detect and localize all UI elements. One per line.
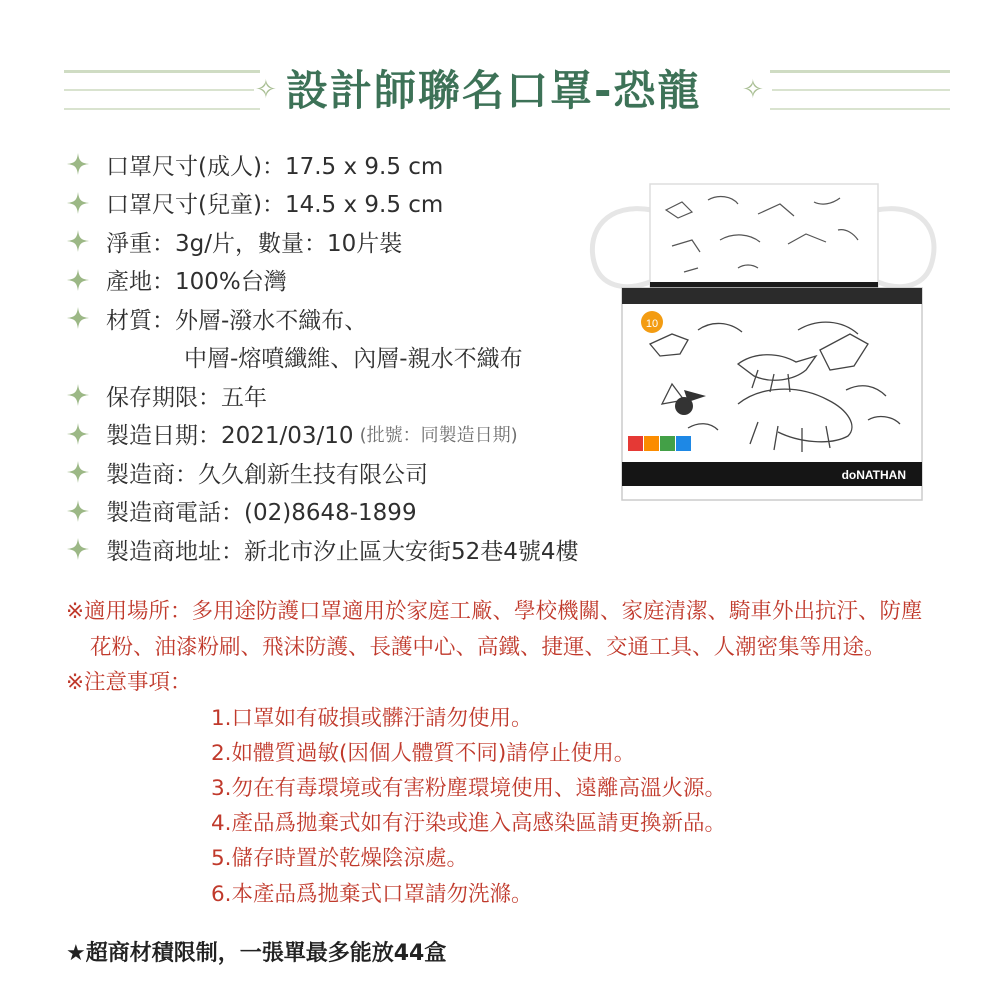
spec-text: 製造商地址：新北市汐止區大安街52巷4號4樓 [106,538,579,565]
sparkle-icon [66,268,90,292]
mask-illustration [588,170,940,515]
caution-title: ※注意事項： [66,670,192,695]
sparkle-icon [66,499,90,523]
sparkle-icon [66,306,90,330]
sparkle-icon [66,229,90,253]
sparkle-icon [66,537,90,561]
caution-item: 3.勿在有毒環境或有害粉塵環境使用、遠離高溫火源。 [211,775,727,801]
sparkle-icon [66,152,90,176]
spec-text: 產地：100%台灣 [106,269,287,296]
page-title: 設計師聯名口罩-恐龍 [286,66,702,115]
caution-list [66,701,936,912]
spec-item [66,530,686,569]
sparkle-icon: ✧ [255,75,277,105]
header-line-right-bottom [770,108,950,110]
shipping-limit-note: ★超商材積限制，一張單最多能放44盒 [66,941,447,966]
spec-text: 口罩尺寸(成人)：17.5 x 9.5 cm [106,153,444,180]
caution-item: 2.如體質過敏(因個人體質不同)請停止使用。 [211,740,636,766]
spec-text: 材質：外層-潑水不織布、 [106,307,368,334]
spec-text: 保存期限：五年 [106,384,267,411]
spec-text: 淨重：3g/片，數量：10片裝 [106,230,403,257]
caution-item: 5.儲存時置於乾燥陰涼處。 [211,846,469,872]
header-line-right-top [770,70,950,73]
sparkle-icon [66,422,90,446]
caution-item: 6.本產品爲拋棄式口罩請勿洗滌。 [211,881,533,907]
header-line-right-mid [772,89,950,91]
brand-label: doNATHAN [841,468,906,482]
spec-text: 中層-熔噴纖維、內層-親水不織布 [184,346,523,373]
usage-note: ※適用場所：多用途防護口罩適用於家庭工廠、學校機關、家庭清潔、騎車外出抗汙、防塵花粉、油漆粉刷、飛沫防護、長護中心、高鐵、捷運、交通工具、人潮密集等用途。 [66,599,923,660]
sparkle-icon [66,383,90,407]
header-line-left-mid [64,89,254,91]
badge-count: 10 [645,318,659,330]
sparkle-icon [66,191,90,215]
sparkle-icon [66,460,90,484]
spec-text: 製造日期：2021/03/10 [106,423,354,450]
caution-item: 4.產品爲拋棄式如有汙染或進入高感染區請更換新品。 [211,811,727,837]
header-line-left-bottom [64,108,260,110]
product-image [588,170,940,515]
sparkle-icon: ✧ [742,75,764,105]
batch-note: (批號：同製造日期) [359,424,518,446]
spec-text: 製造商電話：(02)8648-1899 [106,500,417,527]
spec-text: 口罩尺寸(兒童)：14.5 x 9.5 cm [106,192,444,219]
caution-item: 1.口罩如有破損或髒汙請勿使用。 [211,705,533,731]
header-line-left-top [64,70,260,73]
notes-section [66,594,936,912]
spec-text: 製造商：久久創新生技有限公司 [106,461,428,488]
